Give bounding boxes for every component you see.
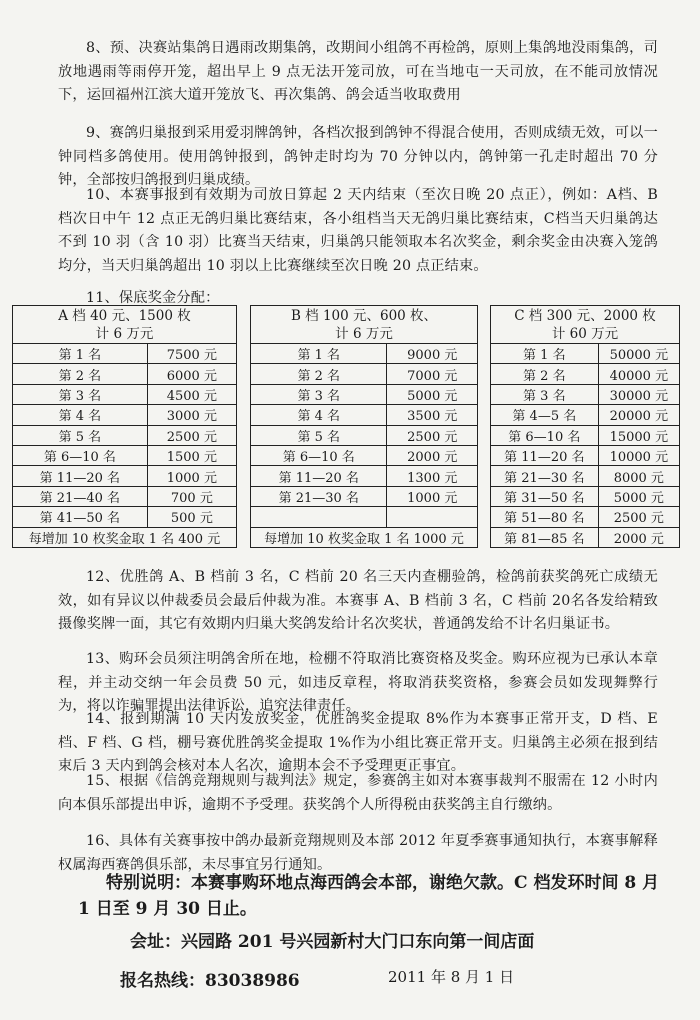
- rank-cell: 第 11—20 名: [491, 445, 599, 465]
- table-row: [491, 384, 680, 404]
- table-row: [491, 344, 680, 364]
- table-row: [251, 425, 478, 445]
- prize-table-b: [250, 305, 478, 548]
- rule-paragraph-16: 16、具体有关赛事按中鸽办最新竞翔规则及本部 2012 年夏季赛事通知执行，本赛事解释权属海西赛鸽俱乐部，未尽事宜另行通知。: [58, 833, 658, 873]
- table-header-line-1: A 档 40 元、1500 枚: [58, 307, 191, 324]
- rank-cell: 第 11—20 名: [251, 466, 387, 486]
- table-row: [491, 425, 680, 445]
- table-footer: 每增加 10 枚奖金取 1 名 1000 元: [251, 527, 478, 547]
- prize-cell: 5000 元: [387, 384, 478, 404]
- rank-cell: 第 6—10 名: [13, 445, 148, 465]
- table-row: [491, 507, 680, 527]
- prize-cell: 4500 元: [147, 384, 236, 404]
- prize-cell: 6000 元: [147, 364, 236, 384]
- table-row: [251, 486, 478, 506]
- prize-cell: 9000 元: [387, 344, 478, 364]
- table-row: [491, 486, 680, 506]
- table-header-line-1: B 档 100 元、600 枚、: [290, 307, 438, 324]
- rank-cell: 第 3 名: [491, 384, 599, 404]
- table-row: [491, 466, 680, 486]
- rank-cell: 第 4 名: [13, 405, 148, 425]
- table-header: [251, 306, 478, 344]
- rank-cell: 第 81—85 名: [491, 527, 599, 547]
- association-address: 会址：兴园路 201 号兴园新村大门口东向第一间店面: [130, 932, 535, 952]
- table-footer-row: [251, 527, 478, 547]
- table-footer: 每增加 10 枚奖金取 1 名 400 元: [13, 527, 237, 547]
- table-header-line-2: 计 6 万元: [335, 325, 393, 342]
- table-row: [251, 466, 478, 486]
- prize-cell: 7000 元: [387, 364, 478, 384]
- table-header-line-2: 计 60 万元: [551, 325, 619, 342]
- prize-cell: 15000 元: [598, 425, 679, 445]
- rank-cell: 第 2 名: [251, 364, 387, 384]
- table-header-row: [491, 306, 680, 344]
- special-note: 特别说明：本赛事购环地点海西鸽会本部，谢绝欠款。C 档发环时间 8 月 1 日至 9 月 30 日止。: [78, 873, 660, 919]
- rank-cell: 第 6—10 名: [251, 445, 387, 465]
- prize-cell: 1000 元: [147, 466, 236, 486]
- table-row: [13, 384, 237, 404]
- table-header-line-1: C 档 300 元、2000 枚: [514, 307, 656, 324]
- rank-cell: 第 21—30 名: [491, 466, 599, 486]
- table-row: [13, 364, 237, 384]
- rank-cell: 第 4—5 名: [491, 405, 599, 425]
- table-row: [13, 344, 237, 364]
- rule-paragraph-11: 11、保底奖金分配：: [86, 290, 220, 306]
- table-row: [251, 445, 478, 465]
- table-row: [251, 344, 478, 364]
- rule-paragraph-9: 9、赛鸽归巢报到采用爱羽牌鸽钟，各档次报到鸽钟不得混合使用，否则成绩无效，可以一钟同档多鸽使用。使用鸽钟报到，鸽钟走时均为 70 分钟以内，鸽钟第一孔走时超出 70 分钟，全部按归鸽报到归巢成绩。: [58, 125, 658, 188]
- rank-cell: 第 1 名: [13, 344, 148, 364]
- rank-cell: 第 5 名: [13, 425, 148, 445]
- prize-cell: 7500 元: [147, 344, 236, 364]
- prize-cell: 2500 元: [147, 425, 236, 445]
- table-row: [251, 507, 478, 527]
- prize-cell: 1300 元: [387, 466, 478, 486]
- table-row: [13, 507, 237, 527]
- prize-cell: 8000 元: [598, 466, 679, 486]
- prize-cell: 3000 元: [147, 405, 236, 425]
- rule-paragraph-14: 14、报到期满 10 天内发放奖金，优胜鸽奖金提取 8%作为本赛事正常开支，D 档、E 档、F 档、G 档，棚号赛优胜鸽奖金提取 1%作为小组比赛正常开支。归巢鸽主必须在报到结束后 3 天内到鸽会核对本人名次，逾期本会不予受理更正事宜。: [58, 711, 658, 774]
- rank-cell: 第 5 名: [251, 425, 387, 445]
- rank-cell: 第 3 名: [13, 384, 148, 404]
- table-row: [251, 364, 478, 384]
- table-header-line-2: 计 6 万元: [95, 325, 154, 342]
- table-header-row: [251, 306, 478, 344]
- prize-cell: [387, 507, 478, 527]
- prize-cell: 20000 元: [598, 405, 679, 425]
- rule-paragraph-15: 15、根据《信鸽竞翔规则与裁判法》规定，参赛鸽主如对本赛事裁判不服需在 12 小时内向本俱乐部提出申诉，逾期不予受理。获奖鸽个人所得税由获奖鸽主自行缴纳。: [58, 773, 658, 813]
- table-footer-row: [13, 527, 237, 547]
- table-row: [13, 486, 237, 506]
- rank-cell: 第 51—80 名: [491, 507, 599, 527]
- registration-hotline: 报名热线：83038986: [120, 971, 300, 991]
- prize-cell: 2000 元: [387, 445, 478, 465]
- table-row: [13, 466, 237, 486]
- rank-cell: 第 1 名: [491, 344, 599, 364]
- prize-cell: 2500 元: [598, 507, 679, 527]
- prize-cell: 1000 元: [387, 486, 478, 506]
- rank-cell: 第 4 名: [251, 405, 387, 425]
- document-date: 2011 年 8 月 1 日: [388, 968, 515, 986]
- prize-cell: 500 元: [147, 507, 236, 527]
- rank-cell: 第 3 名: [251, 384, 387, 404]
- table-row: [491, 445, 680, 465]
- rule-paragraph-12: 12、优胜鸽 A、B 档前 3 名，C 档前 20 名三天内查棚验鸽，检鸽前获奖鸽死亡成绩无效，如有异议以仲裁委员会最后仲裁为准。本赛事 A、B 档前 3 名，C 档前 20名各发给精致摄像奖牌一面，其它有效期内归巢大奖鸽发给计名次奖状，普通鸽发给不计名归巢证书。: [58, 569, 658, 632]
- rank-cell: 第 6—10 名: [491, 425, 599, 445]
- prize-cell: 50000 元: [598, 344, 679, 364]
- prize-cell: 5000 元: [598, 486, 679, 506]
- table-row: [13, 425, 237, 445]
- rank-cell: 第 2 名: [13, 364, 148, 384]
- rank-cell: [251, 507, 387, 527]
- rule-paragraph-13: 13、购环会员须注明鸽舍所在地，检棚不符取消比赛资格及奖金。购环应视为已承认本章程，并主动交纳一年会员费 50 元，如违反章程，将取消获奖资格，参赛会员如发现舞弊行为，将以诈骗罪提出法律诉讼，追究法律责任。: [58, 651, 658, 714]
- table-header-row: [13, 306, 237, 344]
- rule-paragraph-8: 8、预、决赛站集鸽日遇雨改期集鸽，改期间小组鸽不再检鸽，原则上集鸽地没雨集鸽，司放地遇雨等雨停开笼，超出早上 9 点无法开笼司放，可在当地屯一天司放，在不能司放情况下，运回福州江滨大道开笼放飞、再次集鸽、鸽会适当收取费用: [58, 40, 658, 103]
- rank-cell: 第 11—20 名: [13, 466, 148, 486]
- prize-cell: 700 元: [147, 486, 236, 506]
- prize-cell: 30000 元: [598, 384, 679, 404]
- prize-cell: 3500 元: [387, 405, 478, 425]
- table-header: [13, 306, 237, 344]
- table-row: [251, 405, 478, 425]
- prize-cell: 2000 元: [598, 527, 679, 547]
- table-row: [491, 364, 680, 384]
- rank-cell: 第 41—50 名: [13, 507, 148, 527]
- rank-cell: 第 21—30 名: [251, 486, 387, 506]
- prize-cell: 1500 元: [147, 445, 236, 465]
- prize-cell: 10000 元: [598, 445, 679, 465]
- table-row: [491, 405, 680, 425]
- rank-cell: 第 1 名: [251, 344, 387, 364]
- table-row: [251, 384, 478, 404]
- prize-cell: 40000 元: [598, 364, 679, 384]
- rank-cell: 第 21—40 名: [13, 486, 148, 506]
- table-row: [13, 445, 237, 465]
- rank-cell: 第 2 名: [491, 364, 599, 384]
- rule-paragraph-10: 10、本赛事报到有效期为司放日算起 2 天内结束（至次日晚 20 点正），例如：A档、B 档次日中午 12 点正无鸽归巢比赛结束，各小组档当天无鸽归巢比赛结束，C档当天归巢鸽达不到 10 羽（含 10 羽）比赛当天结束，归巢鸽只能领取本名次奖金，剩余奖金由决赛入笼鸽均分，当天归巢鸽超出 10 羽以上比赛继续至次日晚 20 点正结束。: [58, 187, 658, 274]
- table-header: [491, 306, 680, 344]
- prize-tables: [12, 305, 692, 563]
- prize-table-a: [12, 305, 237, 548]
- prize-table-c: [490, 305, 680, 548]
- prize-cell: 2500 元: [387, 425, 478, 445]
- rank-cell: 第 31—50 名: [491, 486, 599, 506]
- table-row: [13, 405, 237, 425]
- table-row: [491, 527, 680, 547]
